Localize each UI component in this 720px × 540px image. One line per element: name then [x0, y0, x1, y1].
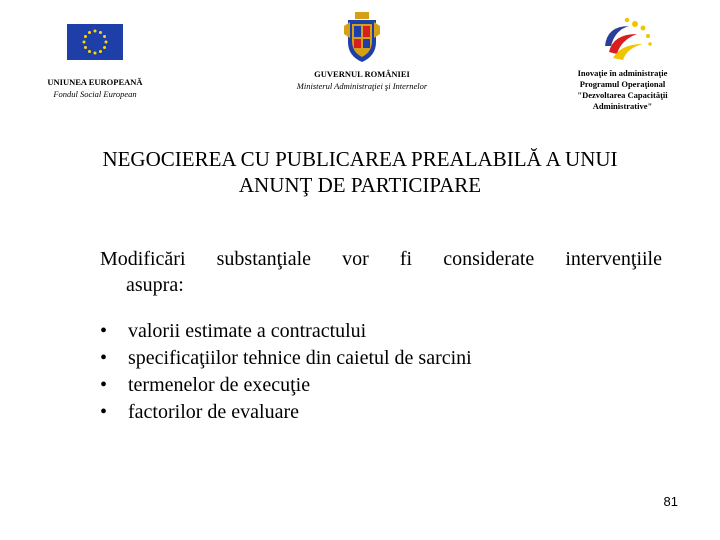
slide-title — [40, 146, 680, 198]
government-caption — [262, 68, 462, 92]
inovatie-logo-block — [555, 16, 690, 112]
government-caption-line1: GUVERNUL ROMÂNIEI — [314, 69, 410, 79]
eu-star-icon — [88, 50, 91, 53]
list-item — [100, 318, 472, 345]
eu-flag-icon — [67, 24, 123, 60]
inovatie-caption — [555, 68, 690, 112]
eu-star-icon — [84, 46, 87, 49]
list-item-text: valorii estimate a contractului — [128, 320, 367, 342]
eu-star-icon — [103, 35, 106, 38]
eu-star-icon — [105, 41, 108, 44]
bullet-icon: • — [100, 401, 108, 423]
government-caption-line2: Ministerul Administraţiei şi Internelor — [296, 81, 428, 91]
slide-title-line1: NEGOCIEREA CU PUBLICAREA PREALABILĂ A UNUI — [102, 147, 618, 171]
intro-text-line1: Modificări substanţiale vor fi considerate intervenţiile — [100, 248, 662, 270]
list-item-text: factorilor de evaluare — [128, 401, 300, 423]
list-item — [100, 399, 472, 426]
inovatie-caption-line1: Inovaţie în administraţie — [577, 68, 668, 78]
inovatie-caption-line2: Programul Operaţional — [579, 79, 666, 89]
slide-title-line2: ANUNŢ DE PARTICIPARE — [238, 173, 482, 197]
eu-caption-line1: UNIUNEA EUROPEANĂ — [47, 77, 143, 87]
eu-star-icon — [99, 31, 102, 34]
inovatie-caption-line3: "Dezvoltarea Capacităţii — [577, 90, 668, 100]
eu-star-icon — [88, 31, 91, 34]
list-item — [100, 345, 472, 372]
bullet-icon: • — [100, 320, 108, 342]
eu-caption — [20, 76, 170, 100]
eu-logo-block — [20, 24, 170, 100]
intro-text-line2: asupra: — [126, 274, 184, 296]
list-item-text: specificaţiilor tehnice din caietul de sarcini — [128, 347, 472, 369]
government-logo-block — [262, 12, 462, 92]
list-item-text: termenelor de execuţie — [128, 374, 311, 396]
eu-star-icon — [83, 41, 86, 44]
bullet-list — [100, 318, 472, 426]
list-item — [100, 372, 472, 399]
eu-star-icon — [103, 46, 106, 49]
eu-star-icon — [94, 30, 97, 33]
romania-coat-of-arms-icon — [344, 12, 380, 64]
bullet-icon: • — [100, 374, 108, 396]
bullet-icon: • — [100, 347, 108, 369]
inovatie-caption-line4: Administrative" — [592, 101, 653, 111]
inovatie-star-logo-icon — [591, 16, 655, 68]
eu-caption-line2: Fondul Social European — [53, 89, 137, 99]
page-number: 81 — [663, 494, 678, 509]
eu-star-icon — [99, 50, 102, 53]
eu-star-icon — [84, 35, 87, 38]
eu-star-icon — [94, 52, 97, 55]
